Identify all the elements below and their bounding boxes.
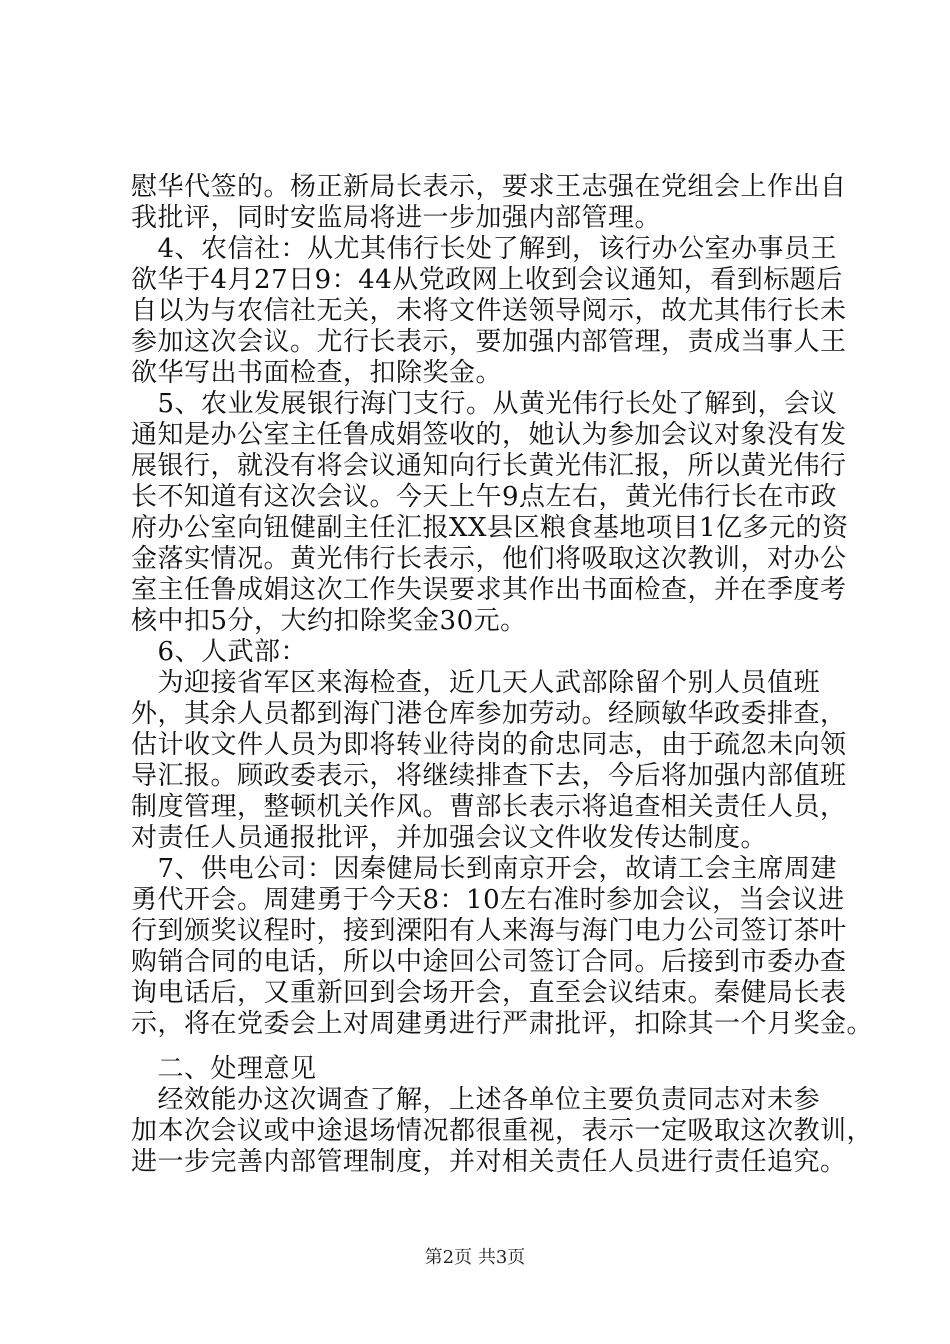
body-line: 经效能办这次调查了解，上述各单位主要负责同志对未参 (131, 1085, 821, 1115)
body-line: 7、供电公司：因秦健局长到南京开会，故请工会主席周建 (131, 854, 838, 884)
section-heading: 二、处理意见 (131, 1054, 317, 1084)
body-line: 为迎接省军区来海检查，近几天人武部除留个别人员值班 (131, 668, 821, 698)
body-line: 核中扣5分，大约扣除奖金30元。 (131, 606, 527, 636)
body-line: 慰华代签的。杨正新局长表示，要求王志强在党组会上作出自 (131, 172, 847, 202)
page-number-footer: 第2页 共3页 (424, 1247, 526, 1268)
body-line: 6、人武部： (131, 637, 308, 667)
body-line: 购销合同的电话，所以中途回公司签订合同。后接到市委办查 (131, 947, 847, 977)
body-line: 4、农信社：从尤其伟行长处了解到，该行办公室办事员王 (131, 234, 838, 264)
body-line: 示，将在党委会上对周建勇进行严肃批评，扣除其一个月奖金。 (131, 1009, 874, 1039)
body-line: 勇代开会。周建勇于今天8：10左右准时参加会议，当会议进 (131, 885, 845, 915)
body-line: 室主任鲁成娟这次工作失误要求其作出书面检查，并在季度考 (131, 575, 847, 605)
body-line: 加本次会议或中途退场情况都很重视，表示一定吸取这次教训， (131, 1116, 874, 1146)
body-line: 展银行，就没有将会议通知向行长黄光伟汇报，所以黄光伟行 (131, 451, 847, 481)
body-line: 制度管理，整顿机关作风。曹部长表示将追查相关责任人员， (131, 792, 847, 822)
body-line: 外，其余人员都到海门港仓库参加劳动。经顾敏华政委排查， (131, 699, 847, 729)
body-line: 询电话后，又重新回到会场开会，直至会议结束。秦健局长表 (131, 978, 847, 1008)
body-line: 金落实情况。黄光伟行长表示，他们将吸取这次教训，对办公 (131, 544, 847, 574)
body-line: 通知是办公室主任鲁成娟签收的，她认为参加会议对象没有发 (131, 420, 847, 450)
body-line: 5、农业发展银行海门支行。从黄光伟行长处了解到，会议 (131, 389, 838, 419)
body-line: 参加这次会议。尤行长表示，要加强内部管理，责成当事人王 (131, 327, 847, 357)
body-line: 府办公室向钮健副主任汇报XX县区粮食基地项目1亿多元的资 (131, 513, 849, 543)
body-line: 行到颁奖议程时，接到溧阳有人来海与海门电力公司签订茶叶 (131, 916, 847, 946)
body-line: 欲华于4月27日9：44从党政网上收到会议通知，看到标题后 (131, 265, 843, 295)
body-line: 对责任人员通报批评，并加强会议文件收发传达制度。 (131, 823, 768, 853)
body-line: 我批评，同时安监局将进一步加强内部管理。 (131, 203, 662, 233)
body-line: 欲华写出书面检查，扣除奖金。 (131, 358, 503, 388)
body-line: 进一步完善内部管理制度，并对相关责任人员进行责任追究。 (131, 1147, 847, 1177)
body-line: 自以为与农信社无关，未将文件送领导阅示，故尤其伟行长未 (131, 296, 847, 326)
body-line: 导汇报。顾政委表示，将继续排查下去，今后将加强内部值班 (131, 761, 847, 791)
body-line: 估计收文件人员为即将转业待岗的俞忠同志，由于疏忽未向领 (131, 730, 847, 760)
body-line: 长不知道有这次会议。今天上午9点左右，黄光伟行长在市政 (131, 482, 838, 512)
